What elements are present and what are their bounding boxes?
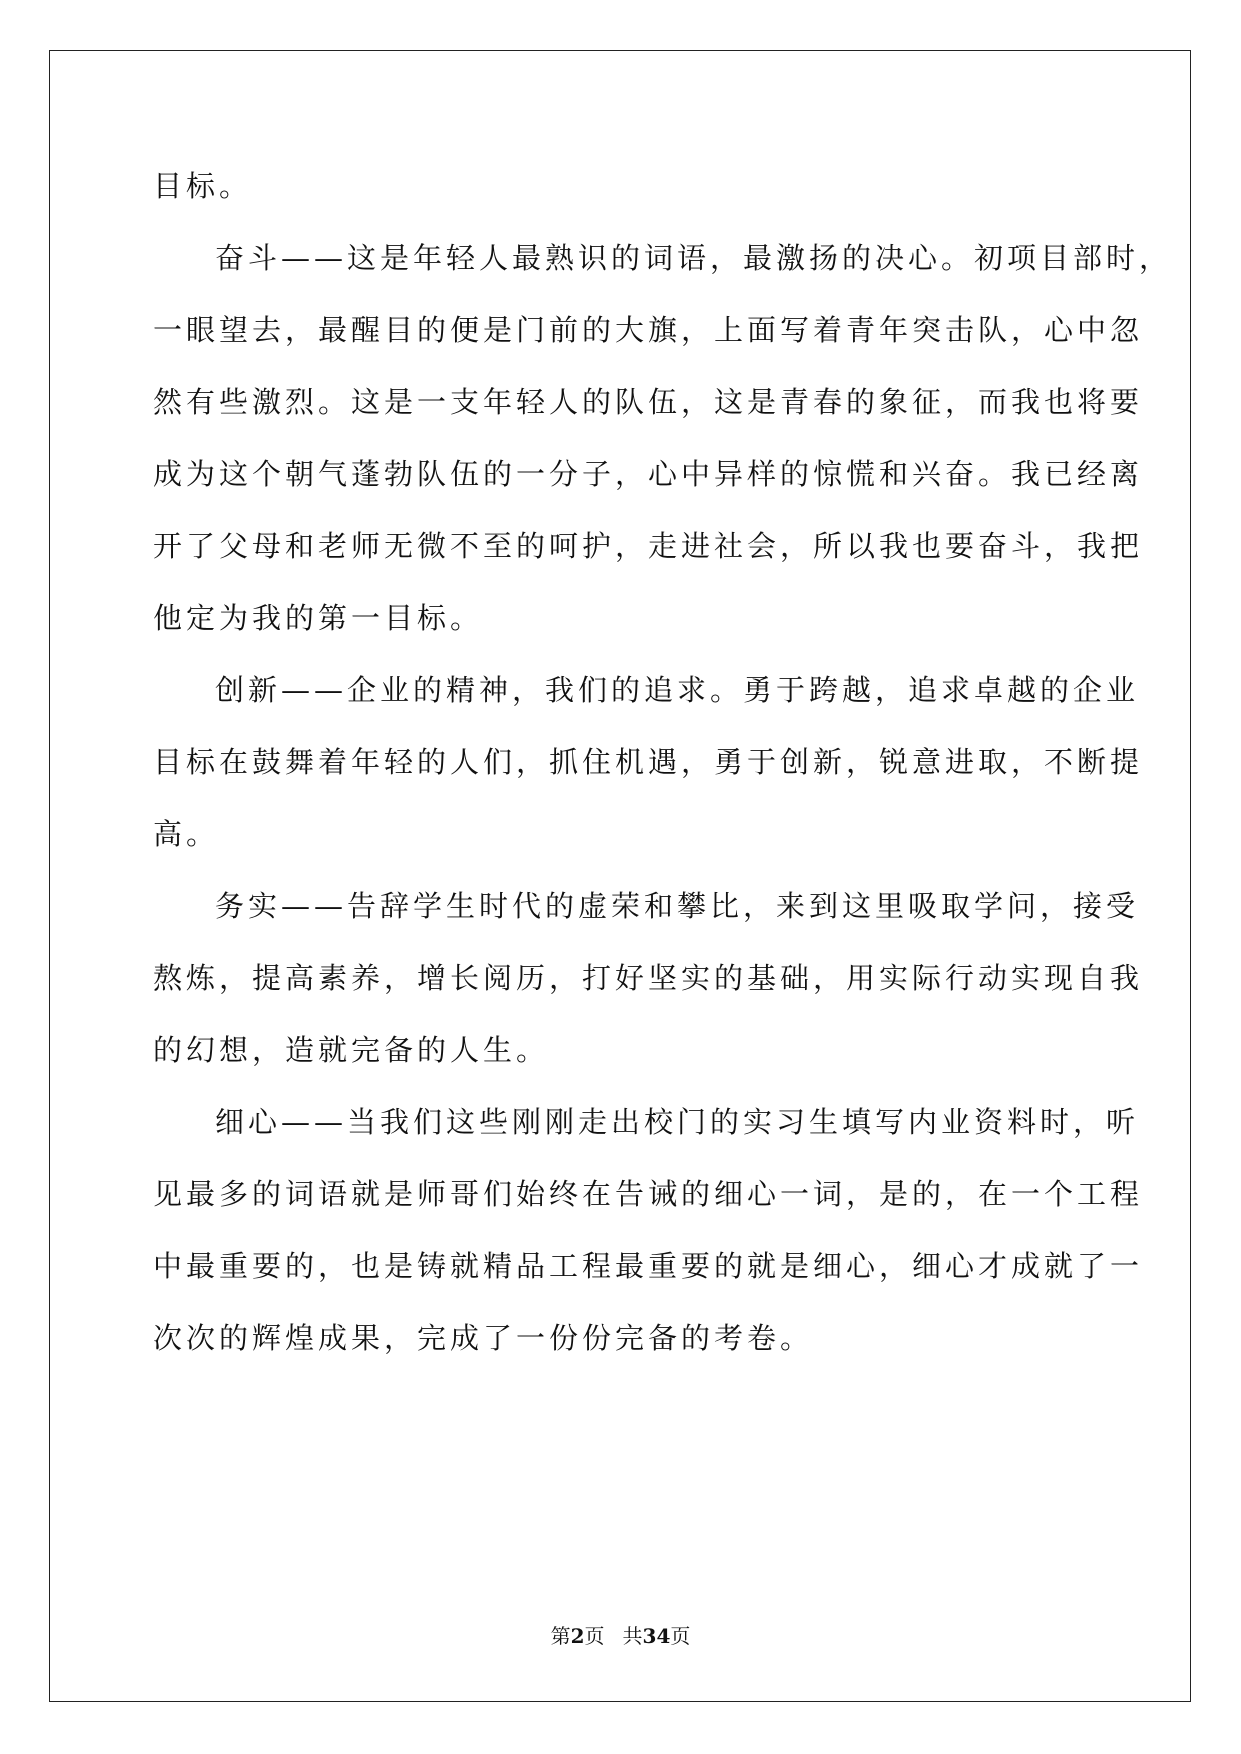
text-line: 一眼望去，最醒目的便是门前的大旗，上面写着青年突击队，心中忽 bbox=[153, 313, 1144, 347]
text-line: 次次的辉煌成果，完成了一份份完备的考卷。 bbox=[153, 1321, 814, 1355]
text-line: 奋斗——这是年轻人最熟识的词语，最激扬的决心。初项目部时， bbox=[215, 241, 1173, 275]
text-line: 中最重要的，也是铸就精品工程最重要的就是细心，细心才成就了一 bbox=[153, 1249, 1144, 1283]
total-pages: 34 bbox=[642, 1624, 671, 1648]
text-line: 的幻想，造就完备的人生。 bbox=[153, 1033, 550, 1067]
text-line: 见最多的词语就是师哥们始终在告诫的细心一词，是的，在一个工程 bbox=[153, 1177, 1144, 1211]
text-line: 熬炼，提高素养，增长阅历，打好坚实的基础，用实际行动实现自我 bbox=[153, 961, 1144, 995]
text-line: 创新——企业的精神，我们的追求。勇于跨越，追求卓越的企业 bbox=[215, 673, 1140, 707]
text-line: 他定为我的第一目标。 bbox=[153, 601, 484, 635]
text-line: 高。 bbox=[153, 817, 220, 851]
page-prefix: 第 bbox=[550, 1624, 571, 1648]
page-suffix: 页 bbox=[584, 1624, 605, 1648]
text-line: 开了父母和老师无微不至的呵护，走进社会，所以我也要奋斗，我把 bbox=[153, 529, 1144, 563]
page-number: 2 bbox=[570, 1624, 585, 1648]
text-line: 目标。 bbox=[153, 169, 253, 203]
text-line: 务实——告辞学生时代的虚荣和攀比，来到这里吸取学问，接受 bbox=[215, 889, 1140, 923]
text-line: 然有些激烈。这是一支年轻人的队伍，这是青春的象征，而我也将要 bbox=[153, 385, 1144, 419]
text-line: 目标在鼓舞着年轻的人们，抓住机遇，勇于创新，锐意进取，不断提 bbox=[153, 745, 1144, 779]
text-line: 成为这个朝气蓬勃队伍的一分子，心中异样的惊慌和兴奋。我已经离 bbox=[153, 457, 1144, 491]
text-line: 细心——当我们这些刚刚走出校门的实习生填写内业资料时，听 bbox=[215, 1105, 1140, 1139]
total-prefix: 共 bbox=[622, 1624, 643, 1648]
total-suffix: 页 bbox=[670, 1624, 691, 1648]
document-body bbox=[153, 150, 1173, 1374]
page-footer bbox=[0, 1620, 1241, 1649]
